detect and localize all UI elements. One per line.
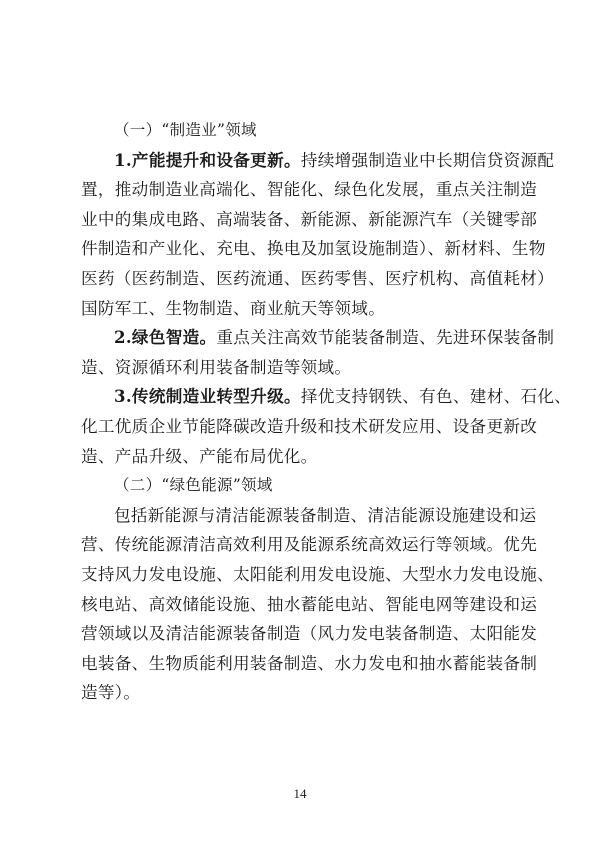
item-traditional-transformation [81,382,572,471]
paragraph-line: 件制造和产业化、充电、换电及加氢设施制造）、新材料、生物 [81,239,546,259]
paragraph-text: 择优支持钢铁、有色、建材、石化、 [300,387,572,407]
paragraph-text: 持续增强制造业中长期信贷资源配 [300,150,555,170]
paragraph-line: 置，推动制造业高端化、智能化、绿色化发展，重点关注制造 [81,180,538,200]
section-heading-manufacturing: （一）“制造业”领域 [114,121,257,139]
paragraph-line: 医药（医药制造、医药流通、医药零售、医疗机构、高值耗材） [81,268,555,288]
paragraph-line: 化工优质企业节能降碳改造升级和技术研发应用、设备更新改 [81,416,538,436]
paragraph-line: 业中的集成电路、高端装备、新能源、新能源汽车（关键零部 [81,209,538,229]
paragraph-line: 电装备、生物质能利用装备制造、水力发电和抽水蓄能装备制 [81,653,538,673]
paragraph-line: 造、资源循环利用装备制造等领域。 [81,357,352,377]
paragraph-line [81,323,555,353]
document-body [81,116,572,708]
item-title: 2.绿色智造。 [114,327,217,348]
item-title: 3.传统制造业转型升级。 [114,386,301,407]
paragraph-line: 支持风力发电设施、太阳能利用发电设施、大型水力发电设施、 [81,564,555,584]
item-capacity-upgrade [81,146,555,324]
paragraph-line: 营、传统能源清洁高效利用及能源系统高效运行等领域。优先 [81,535,538,555]
paragraph-line [81,146,555,176]
page-number: 14 [293,786,307,801]
item-green-manufacturing [81,323,555,382]
item-title: 1.产能提升和设备更新。 [114,149,301,170]
paragraph-green-energy [81,501,555,708]
paragraph-line: 营领域以及清洁能源装备制造（风力发电装备制造、太阳能发 [81,624,538,644]
paragraph-line: 造、产品升级、产能布局优化。 [81,446,318,466]
paragraph-line: 核电站、高效储能设施、抽水蓄能电站、智能电网等建设和运 [81,594,538,614]
paragraph-line: 造等）。 [81,683,141,703]
paragraph-line: 国防军工、生物制造、商业航天等领域。 [81,298,386,318]
paragraph-line: 包括新能源与清洁能源装备制造、清洁能源设施建设和运 [114,505,537,525]
paragraph-line [81,382,572,412]
paragraph-text: 重点关注高效节能装备制造、先进环保装备制 [216,328,555,348]
section-heading-green-energy: （二）“绿色能源”领域 [114,476,273,495]
